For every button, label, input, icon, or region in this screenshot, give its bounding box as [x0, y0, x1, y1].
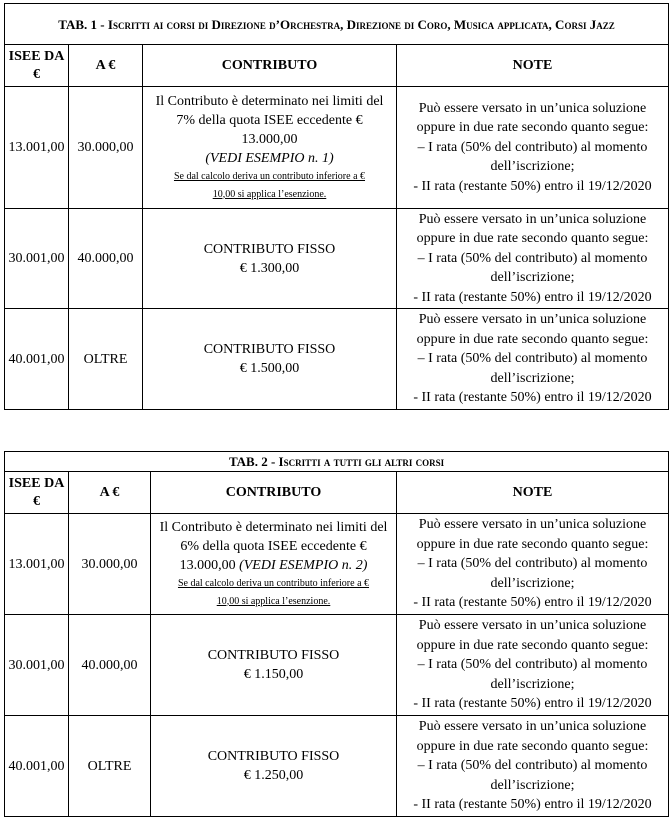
contributo-cell: CONTRIBUTO FISSO € 1.250,00 [151, 716, 397, 817]
note-cell: Può essere versato in un’unica soluzione oppure in due rate secondo quanto segue: – I rata (50% del contributo) al momento dell’iscrizione; - II rata (restante 50%) entro il 19/12/2020 [397, 716, 669, 817]
contributo-cell: Il Contributo è determinato nei limiti del 7% della quota ISEE eccedente € 13.000,00 (VEDI ESEMPIO n. 1) Se dal calcolo deriva un contributo inferiore a € 10,00 si applica l’esenzione. [143, 87, 397, 209]
note-cell: Può essere versato in un’unica soluzione oppure in due rate secondo quanto segue: – I rata (50% del contributo) al momento dell’iscrizione; - II rata (restante 50%) entro il 19/12/2020 [397, 514, 669, 615]
header-row [5, 45, 669, 87]
contributo-cell: CONTRIBUTO FISSO € 1.500,00 [143, 309, 397, 410]
contributo-cell: Il Contributo è determinato nei limiti del 6% della quota ISEE eccedente € 13.000,00 (VEDI ESEMPIO n. 2) Se dal calcolo deriva un contributo inferiore a € 10,00 si applica l’esenzione. [151, 514, 397, 615]
isee-to-cell: 40.000,00 [69, 209, 143, 309]
fee-table-2 [4, 451, 669, 817]
isee-from-cell: 30.001,00 [5, 615, 69, 716]
note-cell: Può essere versato in un’unica soluzione oppure in due rate secondo quanto segue: – I rata (50% del contributo) al momento dell’iscrizione; - II rata (restante 50%) entro il 19/12/2020 [397, 87, 669, 209]
contributo-cell: CONTRIBUTO FISSO € 1.150,00 [151, 615, 397, 716]
header-row [5, 472, 669, 514]
table-row [5, 209, 669, 309]
note-cell: Può essere versato in un’unica soluzione oppure in due rate secondo quanto segue: – I rata (50% del contributo) al momento dell’iscrizione; - II rata (restante 50%) entro il 19/12/2020 [397, 209, 669, 309]
isee-to-cell: 30.000,00 [69, 514, 151, 615]
isee-to-cell: 30.000,00 [69, 87, 143, 209]
col-header-isee-from: ISEE DA € [5, 472, 69, 514]
exemption-note: Se dal calcolo deriva un contributo inferiore a € [173, 170, 366, 182]
col-header-contributo: CONTRIBUTO [143, 45, 397, 87]
table-title: TAB. 2 - Iscritti a tutti gli altri corsi [5, 452, 669, 472]
table-row [5, 309, 669, 410]
col-header-to: A € [69, 472, 151, 514]
isee-to-cell: OLTRE [69, 309, 143, 410]
col-header-contributo: CONTRIBUTO [151, 472, 397, 514]
isee-to-cell: OLTRE [69, 716, 151, 817]
table-row [5, 716, 669, 817]
table-row [5, 87, 669, 209]
example-reference: (VEDI ESEMPIO n. 1) [205, 150, 334, 166]
note-cell: Può essere versato in un’unica soluzione oppure in due rate secondo quanto segue: – I rata (50% del contributo) al momento dell’iscrizione; - II rata (restante 50%) entro il 19/12/2020 [397, 309, 669, 410]
example-reference: (VEDI ESEMPIO n. 2) [239, 557, 368, 573]
col-header-note: NOTE [397, 472, 669, 514]
note-cell: Può essere versato in un’unica soluzione oppure in due rate secondo quanto segue: – I rata (50% del contributo) al momento dell’iscrizione; - II rata (restante 50%) entro il 19/12/2020 [397, 615, 669, 716]
col-header-note: NOTE [397, 45, 669, 87]
exemption-note: Se dal calcolo deriva un contributo inferiore a € [177, 577, 370, 589]
isee-from-cell: 30.001,00 [5, 209, 69, 309]
table-title: TAB. 1 - Iscritti ai corsi di Direzione d’Orchestra, Direzione di Coro, Musica applicata, Corsi Jazz [5, 4, 669, 45]
col-header-isee-from: ISEE DA € [5, 45, 69, 87]
isee-from-cell: 40.001,00 [5, 309, 69, 410]
col-header-to: A € [69, 45, 143, 87]
contributo-cell: CONTRIBUTO FISSO € 1.300,00 [143, 209, 397, 309]
isee-from-cell: 13.001,00 [5, 87, 69, 209]
fee-table-1 [4, 3, 669, 410]
isee-to-cell: 40.000,00 [69, 615, 151, 716]
table-row [5, 615, 669, 716]
table-row [5, 514, 669, 615]
isee-from-cell: 40.001,00 [5, 716, 69, 817]
isee-from-cell: 13.001,00 [5, 514, 69, 615]
